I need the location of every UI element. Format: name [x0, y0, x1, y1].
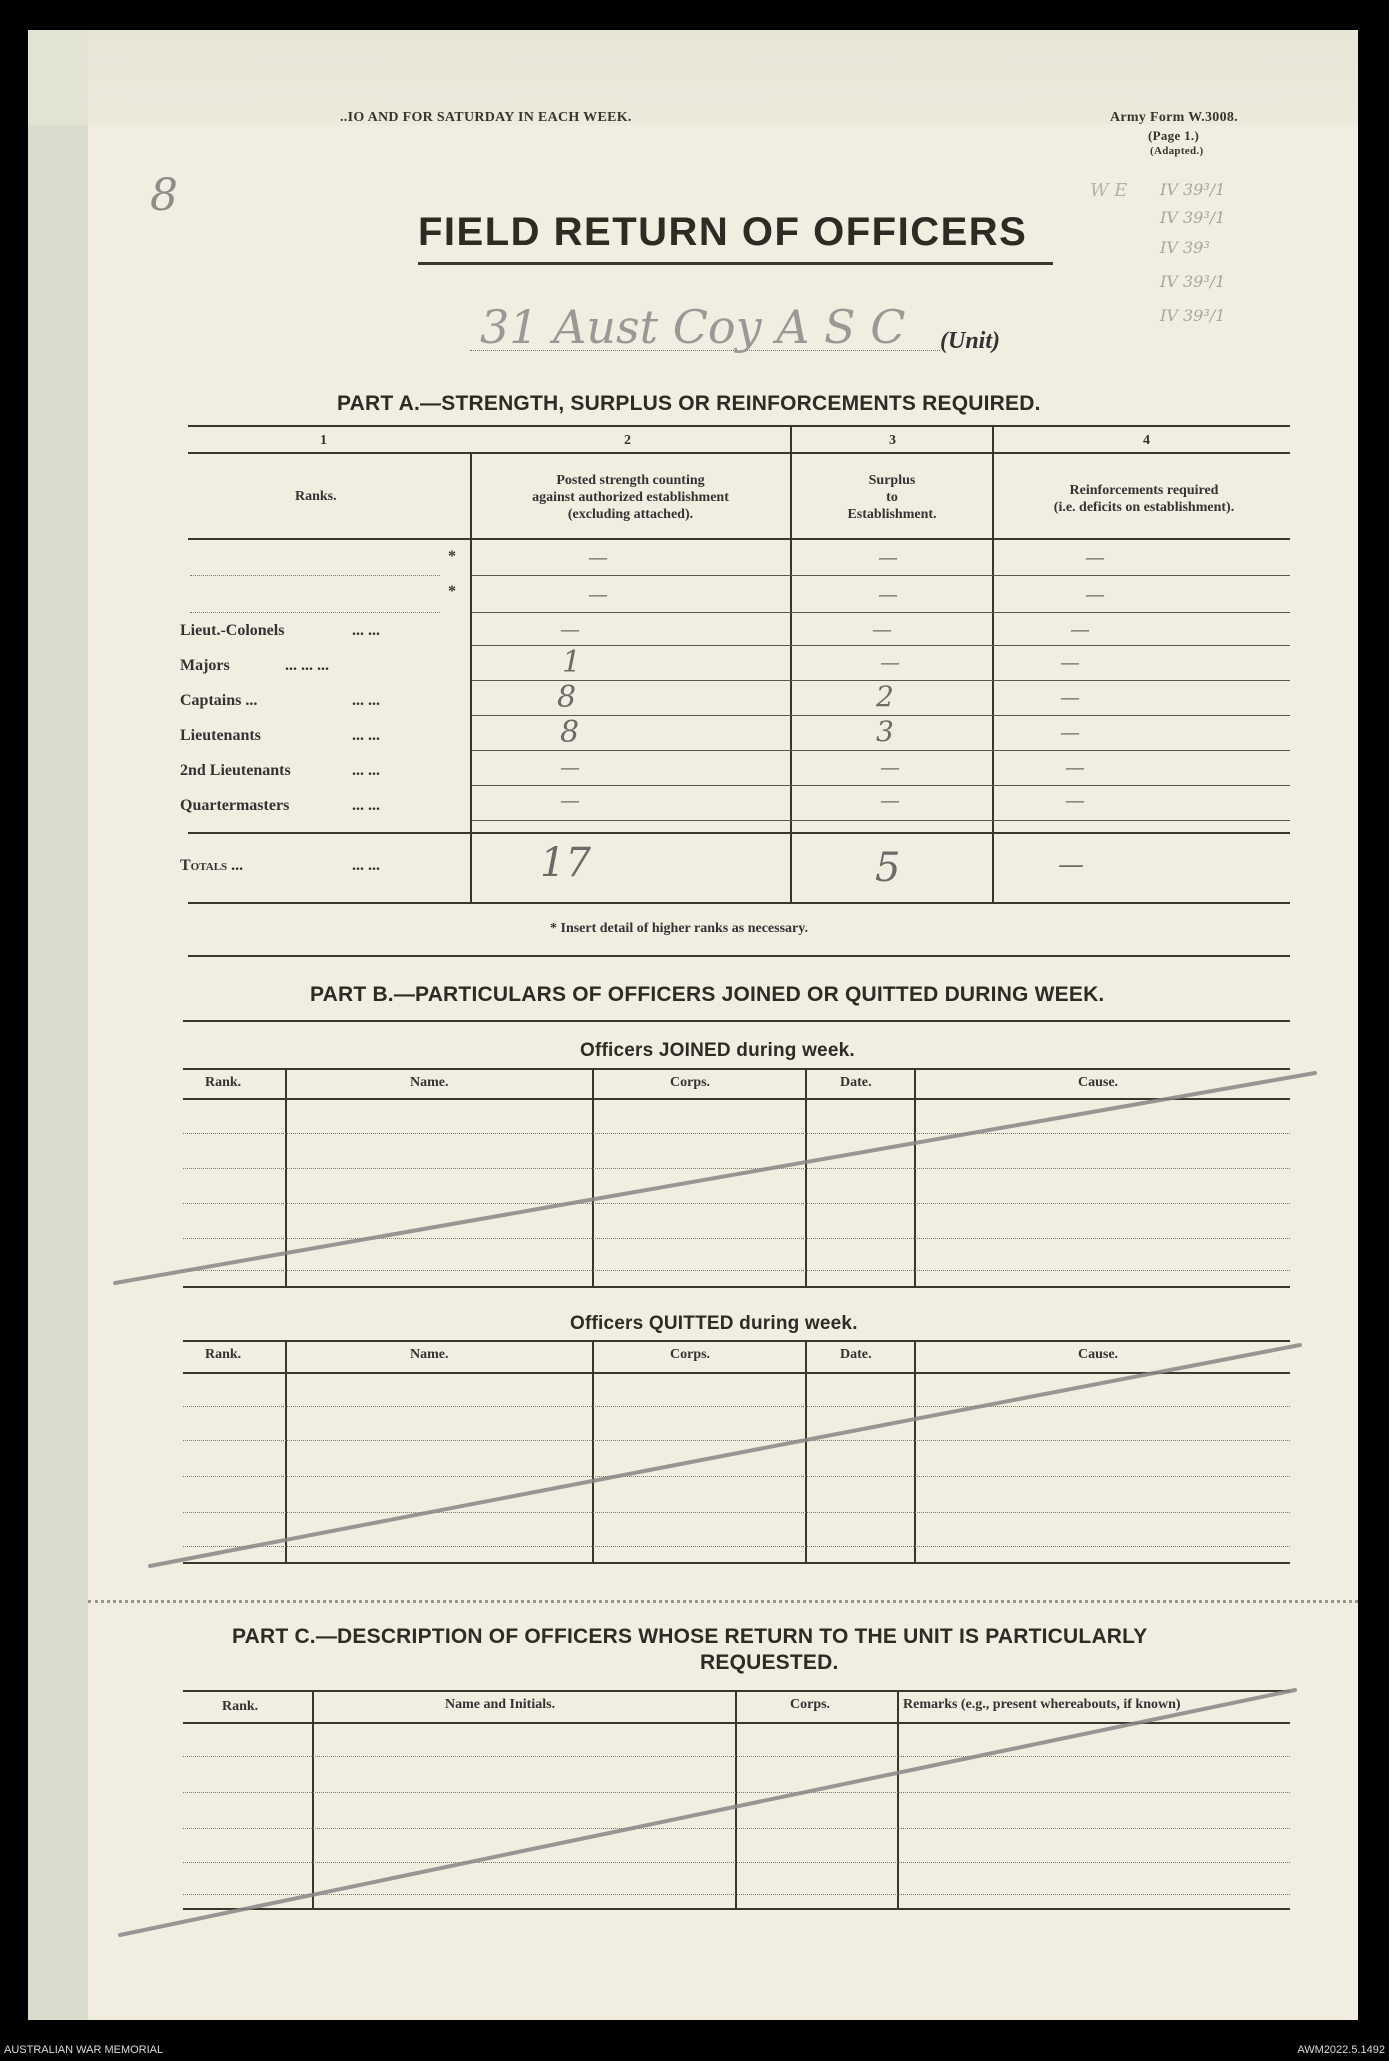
margin-note-2: IV 39³/1: [1160, 208, 1226, 227]
part-a-footnote: * Insert detail of higher ranks as necessary.: [550, 921, 808, 936]
quitted-title: Officers QUITTED during week.: [570, 1313, 858, 1334]
adapted-note: (Adapted.): [1150, 145, 1204, 157]
rank-dots: ... ...: [352, 797, 380, 814]
posted-value: —: [560, 617, 580, 641]
posted-value: —: [588, 582, 608, 606]
reinf-value: —: [1085, 545, 1105, 569]
col-number-2: 2: [624, 433, 631, 448]
col-header-surplus: Surplus to Establishment.: [847, 473, 937, 522]
footer-right: AWM2022.5.1492: [1297, 2044, 1385, 2056]
joined-strike-line: [115, 1073, 1315, 1283]
unit-value: 31 Aust Coy A S C: [480, 300, 906, 354]
rank-dots: ... ...: [352, 762, 380, 779]
surplus-value: —: [880, 650, 900, 674]
part-c-col-remarks: Remarks (e.g., present whereabouts, if known): [903, 1697, 1181, 1712]
quitted-col-rank: Rank.: [205, 1347, 242, 1362]
part-c-title-line2: REQUESTED.: [700, 1651, 839, 1674]
rank-dots: ... ...: [352, 622, 380, 639]
posted-value: 8: [560, 715, 580, 750]
reinf-value: —: [1065, 788, 1085, 812]
surplus-value: —: [880, 755, 900, 779]
quitted-col-name: Name.: [410, 1347, 449, 1362]
totals-label: Totals ...: [180, 857, 244, 874]
surplus-value: —: [878, 545, 898, 569]
posted-value: —: [560, 755, 580, 779]
star-marker-1: *: [448, 548, 456, 565]
joined-col-cause: Cause.: [1078, 1075, 1119, 1090]
col-number-3: 3: [889, 433, 896, 448]
surplus-value: —: [878, 582, 898, 606]
page-number: (Page 1.): [1148, 128, 1200, 143]
rank-label: 2nd Lieutenants: [180, 762, 291, 779]
footer-strip: [0, 2040, 1389, 2061]
joined-col-name: Name.: [410, 1075, 449, 1090]
part-a-title: PART A.—STRENGTH, SURPLUS OR REINFORCEMENTS REQUIRED.: [337, 392, 1041, 415]
joined-col-corps: Corps.: [670, 1075, 711, 1090]
totals-dots: ... ...: [352, 857, 380, 874]
surplus-value: 2: [876, 680, 894, 713]
margin-note-5: IV 39³/1: [1160, 306, 1226, 325]
surplus-value: —: [880, 788, 900, 812]
quitted-col-cause: Cause.: [1078, 1347, 1119, 1362]
rank-label: Majors: [180, 657, 230, 674]
col-number-4: 4: [1143, 433, 1150, 448]
margin-number: 8: [150, 170, 178, 221]
rank-dots: ... ...: [352, 727, 380, 744]
part-b-title: PART B.—PARTICULARS OF OFFICERS JOINED OR QUITTED DURING WEEK.: [310, 983, 1105, 1006]
posted-value: —: [588, 545, 608, 569]
quitted-strike-line: [150, 1345, 1300, 1566]
totals-surplus: 5: [875, 845, 901, 891]
rank-dots: ... ... ...: [285, 657, 329, 674]
quitted-col-corps: Corps.: [670, 1347, 711, 1362]
reinf-value: —: [1060, 720, 1080, 744]
reinf-value: —: [1060, 650, 1080, 674]
reinf-value: —: [1065, 755, 1085, 779]
joined-col-rank: Rank.: [205, 1075, 242, 1090]
rank-label: Lieut.-Colonels: [180, 622, 285, 639]
totals-posted: 17: [540, 840, 591, 886]
rank-dots: ... ...: [352, 692, 380, 709]
joined-title: Officers JOINED during week.: [580, 1040, 855, 1061]
joined-col-date: Date.: [840, 1075, 872, 1090]
rank-label: Lieutenants: [180, 727, 261, 744]
part-c-col-name: Name and Initials.: [445, 1697, 556, 1712]
frequency-note: ..IO AND FOR SATURDAY IN EACH WEEK.: [340, 110, 632, 125]
part-c-title-line1: PART C.—DESCRIPTION OF OFFICERS WHOSE RETURN TO THE UNIT IS PARTICULARLY: [232, 1625, 1148, 1648]
army-form-number: Army Form W.3008.: [1110, 110, 1238, 125]
reinf-value: —: [1070, 617, 1090, 641]
col-header-posted: Posted strength counting against authorized establishment (excluding attached).: [532, 473, 729, 522]
part-c-col-corps: Corps.: [790, 1697, 831, 1712]
posted-value: —: [560, 788, 580, 812]
posted-value: 8: [557, 680, 577, 715]
margin-note-4: IV 39³/1: [1160, 272, 1226, 291]
totals-reinf: —: [1058, 850, 1084, 880]
footer-left: AUSTRALIAN WAR MEMORIAL: [4, 2044, 164, 2056]
reinf-value: —: [1060, 685, 1080, 709]
col-header-reinforcements: Reinforcements required (i.e. deficits on establishment).: [1053, 483, 1235, 515]
part-c-col-rank: Rank.: [222, 1699, 259, 1714]
margin-note-3: IV 39³: [1160, 238, 1210, 257]
margin-note-1: IV 39³/1: [1160, 180, 1226, 199]
form-title: FIELD RETURN OF OFFICERS: [418, 210, 1028, 254]
unit-label: (Unit): [940, 328, 1000, 354]
quitted-col-date: Date.: [840, 1347, 872, 1362]
surplus-value: —: [872, 617, 892, 641]
col-number-1: 1: [320, 433, 327, 448]
surplus-value: 3: [876, 715, 894, 748]
reinf-value: —: [1085, 582, 1105, 606]
margin-note-we: W E: [1090, 180, 1128, 201]
rank-label: Quartermasters: [180, 797, 290, 814]
rank-label: Captains ...: [180, 692, 258, 709]
col-header-ranks: Ranks.: [295, 489, 337, 504]
part-c-strike-line: [120, 1690, 1295, 1935]
posted-value: 1: [562, 645, 582, 680]
star-marker-2: *: [448, 583, 456, 600]
